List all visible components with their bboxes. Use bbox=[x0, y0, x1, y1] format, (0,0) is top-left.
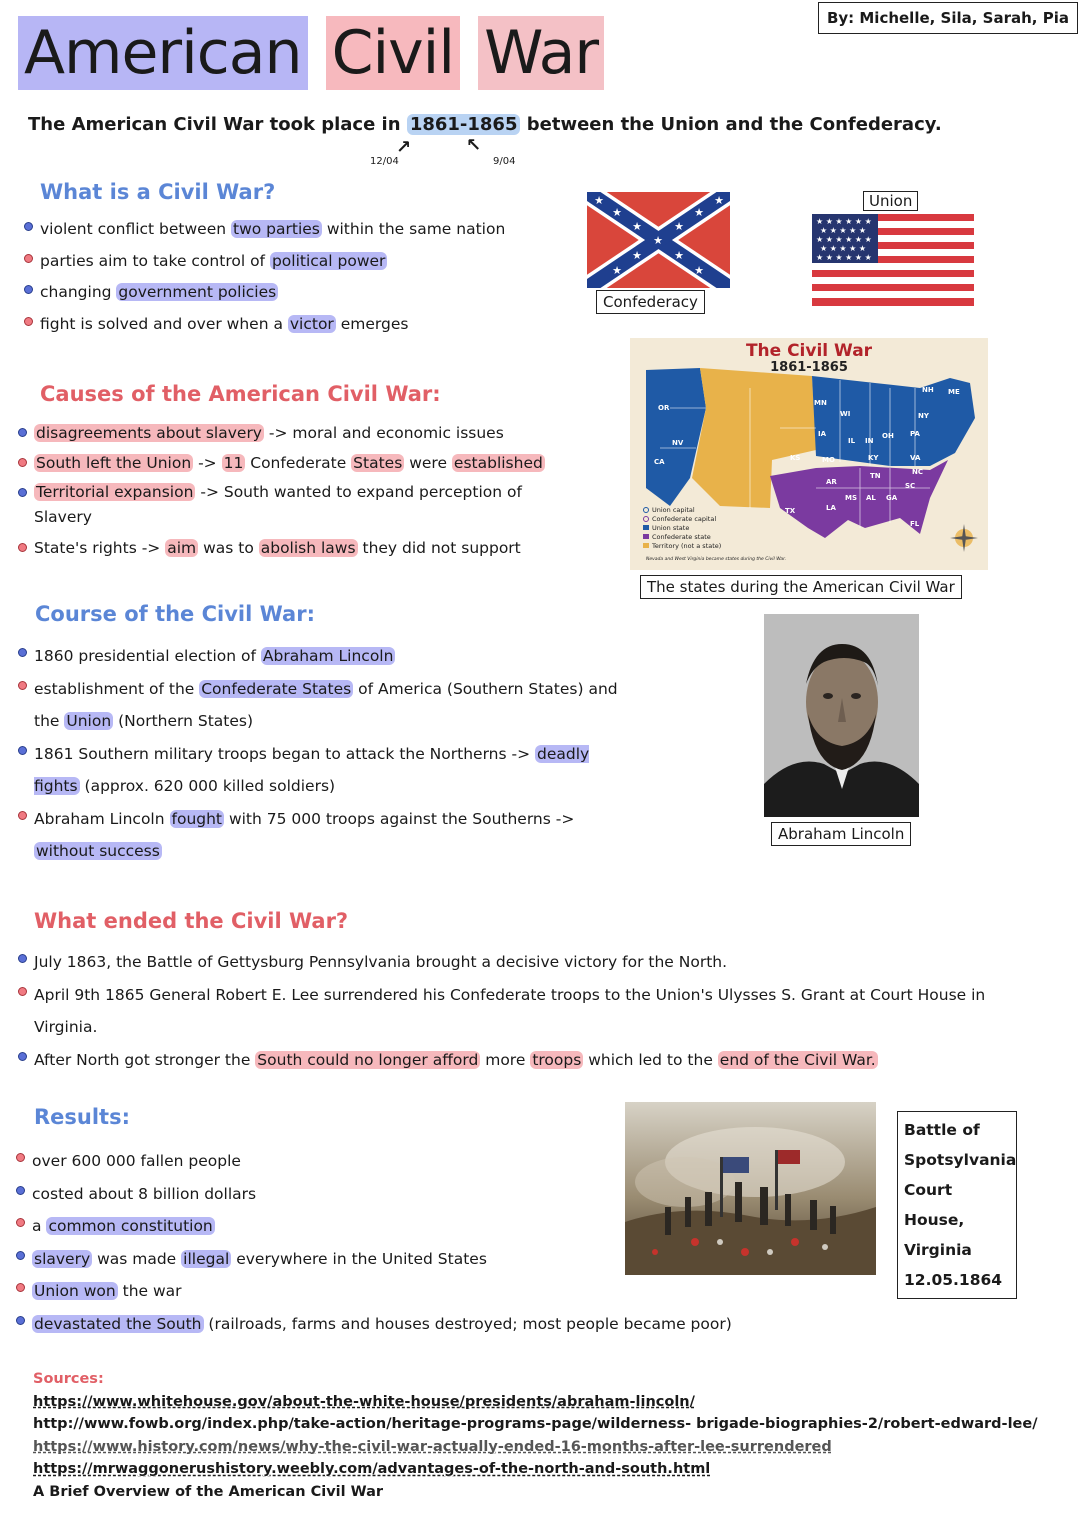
list-item: 1861 Southern military troops began to attack the Northerns -> deadly fights (approx. 620 000 killed soldiers) bbox=[16, 738, 636, 803]
svg-text:MO: MO bbox=[822, 456, 835, 464]
svg-text:★: ★ bbox=[694, 206, 704, 219]
svg-text:AR: AR bbox=[826, 478, 837, 486]
arrow-up-right-icon: ↗ bbox=[396, 137, 412, 158]
svg-text:★: ★ bbox=[612, 206, 622, 219]
svg-text:★: ★ bbox=[632, 249, 642, 262]
date-note-start: 12/04 bbox=[370, 156, 399, 167]
author-credits: By: Michelle, Sila, Sarah, Pia bbox=[818, 2, 1078, 34]
list-item: costed about 8 billion dollars bbox=[14, 1178, 774, 1211]
svg-text:★: ★ bbox=[594, 194, 604, 207]
intro-text-after: between the Union and the Confederacy. bbox=[520, 114, 942, 135]
svg-text:FL: FL bbox=[910, 520, 920, 528]
battle-painting bbox=[625, 1102, 876, 1275]
arrow-up-left-icon: ↖ bbox=[466, 135, 482, 156]
title-word-civil: Civil bbox=[326, 16, 460, 90]
list-item: disagreements about slavery -> moral and economic issues bbox=[16, 420, 556, 447]
list-item: violent conflict between two parties within the same nation bbox=[22, 214, 582, 246]
union-flag bbox=[812, 214, 974, 306]
causes-list bbox=[16, 420, 556, 562]
list-item: Abraham Lincoln fought with 75 000 troops against the Southerns -> without success bbox=[16, 803, 636, 868]
battle-caption-line: 12.05.1864 bbox=[904, 1271, 1003, 1289]
title-word-american: American bbox=[18, 16, 308, 90]
svg-text:★: ★ bbox=[714, 194, 724, 207]
svg-text:★: ★ bbox=[694, 264, 704, 277]
svg-text:★: ★ bbox=[674, 249, 684, 262]
svg-text:ME: ME bbox=[948, 388, 960, 396]
svg-text:★ ★ ★ ★ ★ ★: ★ ★ ★ ★ ★ ★ bbox=[816, 235, 872, 244]
sources bbox=[33, 1368, 1038, 1504]
map-legend-territory: Territory (not a state) bbox=[652, 542, 722, 550]
svg-text:OH: OH bbox=[882, 432, 894, 440]
ended-list bbox=[16, 946, 1006, 1076]
list-item: Territorial expansion -> South wanted to expand perception of Slavery bbox=[16, 480, 556, 529]
svg-text:MS: MS bbox=[845, 494, 858, 502]
svg-text:NV: NV bbox=[672, 439, 684, 447]
svg-text:★: ★ bbox=[632, 220, 642, 233]
svg-text:IN: IN bbox=[865, 437, 874, 445]
heading-what-ended: What ended the Civil War? bbox=[34, 909, 349, 933]
list-item: State's rights -> aim was to abolish laws they did not support bbox=[16, 535, 556, 562]
svg-text:★: ★ bbox=[674, 220, 684, 233]
svg-text:NH: NH bbox=[922, 386, 934, 394]
battle-caption-line: Battle of bbox=[904, 1121, 980, 1139]
battle-caption-line: Spotsylvania bbox=[904, 1151, 1017, 1169]
list-item: establishment of the Confederate States of America (Southern States) and the Union (Northern States) bbox=[16, 673, 636, 738]
svg-text:KY: KY bbox=[868, 454, 879, 462]
confederacy-label: Confederacy bbox=[596, 290, 705, 314]
svg-text:NY: NY bbox=[918, 412, 929, 420]
sources-label: Sources: bbox=[33, 1371, 104, 1387]
svg-text:AL: AL bbox=[866, 494, 876, 502]
list-item: a common constitution bbox=[14, 1210, 774, 1243]
source-link[interactable]: http://www.fowb.org/index.php/take-action/heritage-programs-page/wilderness- brigade-biographies-2/robert-edward-lee/ bbox=[33, 1416, 1038, 1433]
list-item: devastated the South (railroads, farms and houses destroyed; most people became poor) bbox=[14, 1308, 774, 1341]
union-label: Union bbox=[863, 191, 918, 211]
list-item: over 600 000 fallen people bbox=[14, 1145, 774, 1178]
list-item: South left the Union -> 11 Confederate States were established bbox=[16, 450, 556, 477]
intro-date: 1861-1865 bbox=[407, 114, 521, 135]
svg-text:★ ★ ★ ★ ★: ★ ★ ★ ★ ★ bbox=[820, 226, 867, 235]
civil-war-map bbox=[630, 338, 988, 570]
svg-text:PA: PA bbox=[910, 430, 920, 438]
svg-text:CA: CA bbox=[654, 458, 665, 466]
battle-caption-line: Virginia bbox=[904, 1241, 972, 1259]
list-item: fight is solved and over when a victor emerges bbox=[22, 309, 582, 341]
svg-text:GA: GA bbox=[886, 494, 898, 502]
abraham-lincoln-portrait bbox=[764, 614, 919, 817]
list-item: July 1863, the Battle of Gettysburg Pennsylvania brought a decisive victory for the North. bbox=[16, 946, 1006, 979]
source-link[interactable]: https://www.whitehouse.gov/about-the-white-house/presidents/abraham-lincoln/ bbox=[33, 1393, 695, 1410]
svg-text:★ ★ ★ ★ ★ ★: ★ ★ ★ ★ ★ ★ bbox=[816, 217, 872, 226]
svg-text:★ ★ ★ ★ ★: ★ ★ ★ ★ ★ bbox=[820, 244, 867, 253]
heading-course: Course of the Civil War: bbox=[35, 602, 315, 626]
battle-caption-line: Court House, bbox=[904, 1181, 965, 1229]
map-caption: The states during the American Civil War bbox=[640, 575, 962, 599]
map-footnote: Nevada and West Virginia became states during the Civil War. bbox=[646, 557, 787, 562]
battle-caption bbox=[897, 1111, 1017, 1299]
list-item: After North got stronger the South could no longer afford more troops which led to the end of the Civil War. bbox=[16, 1044, 1006, 1077]
heading-results: Results: bbox=[34, 1105, 130, 1129]
map-title: The Civil War bbox=[745, 341, 873, 361]
svg-text:LA: LA bbox=[826, 504, 836, 512]
list-item: 1860 presidential election of Abraham Lincoln bbox=[16, 640, 636, 673]
date-note-end: 9/04 bbox=[493, 156, 516, 167]
list-item: April 9th 1865 General Robert E. Lee surrendered his Confederate troops to the Union's Ulysses S. Grant at Court House in Virginia. bbox=[16, 979, 1006, 1044]
course-list bbox=[16, 640, 636, 868]
svg-text:★: ★ bbox=[612, 264, 622, 277]
svg-text:IL: IL bbox=[848, 437, 856, 445]
svg-text:WI: WI bbox=[840, 410, 851, 418]
what-list bbox=[22, 214, 582, 340]
confederate-flag bbox=[587, 192, 730, 288]
heading-causes: Causes of the American Civil War: bbox=[40, 382, 441, 406]
svg-text:NC: NC bbox=[912, 468, 923, 476]
list-item: changing government policies bbox=[22, 277, 582, 309]
map-legend-confederate-state: Confederate state bbox=[652, 533, 711, 541]
list-item: Union won the war bbox=[14, 1275, 774, 1308]
svg-text:IA: IA bbox=[818, 430, 827, 438]
map-legend-union-capital: Union capital bbox=[652, 506, 695, 514]
svg-text:OR: OR bbox=[658, 404, 670, 412]
source-link[interactable]: https://mrwaggonerushistory.weebly.com/advantages-of-the-north-and-south.html bbox=[33, 1461, 711, 1478]
svg-text:TN: TN bbox=[870, 472, 881, 480]
svg-text:KS: KS bbox=[790, 454, 801, 462]
source-text: A Brief Overview of the American Civil War bbox=[33, 1483, 384, 1500]
map-years: 1861-1865 bbox=[770, 360, 848, 375]
page-title bbox=[18, 16, 604, 90]
svg-text:★: ★ bbox=[653, 234, 663, 247]
svg-text:MN: MN bbox=[814, 399, 827, 407]
heading-what-is-civil-war: What is a Civil War? bbox=[40, 180, 276, 204]
map-legend-union-state: Union state bbox=[652, 524, 690, 532]
svg-text:TX: TX bbox=[785, 507, 796, 515]
source-link[interactable]: https://www.history.com/news/why-the-civil-war-actually-ended-16-months-after-lee-surrendered bbox=[33, 1438, 832, 1455]
svg-text:SC: SC bbox=[905, 482, 916, 490]
portrait-caption: Abraham Lincoln bbox=[771, 822, 911, 846]
list-item: parties aim to take control of political power bbox=[22, 246, 582, 278]
title-word-war: War bbox=[478, 16, 604, 90]
map-legend-confederate-capital: Confederate capital bbox=[652, 515, 717, 523]
svg-text:★ ★ ★ ★ ★ ★: ★ ★ ★ ★ ★ ★ bbox=[816, 253, 872, 262]
intro-sentence bbox=[28, 114, 942, 135]
list-item: slavery was made illegal everywhere in the United States bbox=[14, 1243, 774, 1276]
svg-text:VA: VA bbox=[910, 454, 921, 462]
intro-text-before: The American Civil War took place in bbox=[28, 114, 407, 135]
